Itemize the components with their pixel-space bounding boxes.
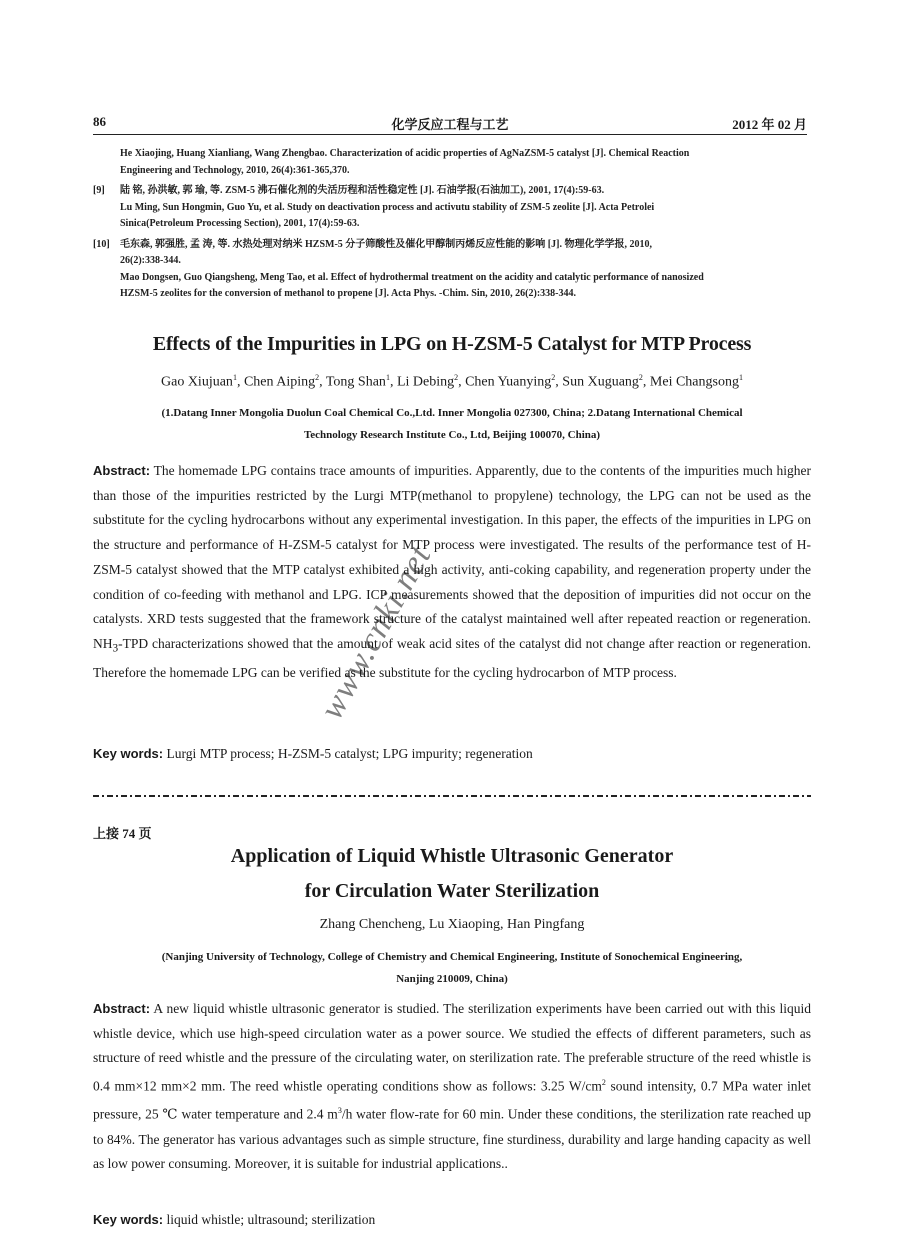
article2-abstract bbox=[93, 997, 811, 1177]
keywords-text: Lurgi MTP process; H-ZSM-5 catalyst; LPG impurity; regeneration bbox=[163, 746, 533, 761]
affiliation-line: (1.Datang Inner Mongolia Duolun Coal Chemical Co.,Ltd. Inner Mongolia 027300, China; 2.Datang International Chemical bbox=[161, 407, 743, 419]
author-affiliation-mark: 2 bbox=[551, 373, 556, 382]
abstract-text: A new liquid whistle ultrasonic generator is studied. The sterilization experiments have been carried out with this liquid whistle device, which use high-speed circulation water as a power source. We studied the effects of different parameters, such as structure of reed whistle and the pressure of the circulating water, on sterilization rate. The preferable structure of the reed whistle is 0.4 mm×12 mm×2 mm. The reed whistle operating conditions show as follows: 3.25 W/cm bbox=[93, 1001, 811, 1094]
reference-line: 26(2):338-344. bbox=[120, 255, 181, 266]
issue-date: 2012 年 02 月 bbox=[732, 117, 807, 132]
article2-authors: Zhang Chencheng, Lu Xiaoping, Han Pingfang bbox=[319, 917, 585, 932]
running-header bbox=[93, 114, 807, 136]
abstract-label: Abstract: bbox=[93, 1001, 151, 1016]
author-affiliation-mark: 1 bbox=[232, 373, 237, 382]
reference-line: He Xiaojing, Huang Xianliang, Wang Zhengbao. Characterization of acidic properties of AgNaZSM-5 catalyst [J]. Chemical Reaction bbox=[120, 148, 690, 159]
article2-title-line1: Application of Liquid Whistle Ultrasonic Generator bbox=[230, 845, 674, 867]
article1-authors bbox=[93, 373, 811, 391]
author-name: Chen Aiping bbox=[243, 374, 316, 390]
author-name: Sun Xuguang bbox=[562, 374, 639, 390]
article1-keywords bbox=[93, 746, 811, 762]
reference-item bbox=[93, 146, 811, 179]
subscript: 3 bbox=[112, 642, 119, 655]
watermark: www.cnki.net bbox=[313, 538, 439, 726]
author-affiliation-mark: 2 bbox=[315, 373, 320, 382]
reference-line: HZSM-5 zeolites for the conversion of methanol to propene [J]. Acta Phys. -Chim. Sin, 2010, 26(2):338-344. bbox=[120, 288, 576, 299]
superscript: 3 bbox=[337, 1106, 342, 1116]
author-affiliation-mark: 2 bbox=[454, 373, 459, 382]
reference-line: Sinica(Petroleum Processing Section), 2001, 17(4):59-63. bbox=[120, 218, 360, 229]
author-affiliation-mark: 1 bbox=[738, 373, 743, 382]
reference-list bbox=[93, 146, 811, 307]
author-separator: , bbox=[642, 374, 650, 390]
abstract-text: The homemade LPG contains trace amounts of impurities. Apparently, due to the contents of the impurities much higher than those of the impurities restricted by the Lurgi MTP(methanol to propylene) technology, the LPG can not be used as the substitute for the cycling hydrocarbons without any experimental investigation. In this paper, the effects of the impurities in LPG on the structure and performance of H-ZSM-5 catalyst for MTP process were investigated. The results of the performance test of H-ZSM-5 catalyst showed that the MTP catalyst exhibited a high activity, anti-coking capability, and regeneration property under the condition of co-feeding with methanol and LPG. ICP measurements showed that the deposition of impurities did not occur on the catalysts. XRD tests suggested that the framework structure of the catalyst maintained well after repeated reaction or regeneration. NH bbox=[93, 463, 811, 651]
author-affiliation-mark: 1 bbox=[385, 373, 390, 382]
reference-number: [9] bbox=[93, 185, 105, 196]
author-affiliation-mark: 2 bbox=[638, 373, 643, 382]
abstract-text: /h water flow-rate for 60 min. Under these conditions, the sterilization rate reached up to 84%. The generator has various advantages such as simple structure, fine sturdiness, durability and large handing capacity as well as low power consuming. Moreover, it is suitable for industrial applications.. bbox=[93, 1106, 811, 1172]
author-separator: , bbox=[389, 374, 397, 390]
reference-line: 毛东森, 郭强胜, 孟 涛, 等. 水热处理对纳米 HZSM-5 分子筛酸性及催化甲醇制丙烯反应性能的影响 [J]. 物理化学学报, 2010, bbox=[120, 238, 652, 250]
author-name: Mei Changsong bbox=[649, 374, 739, 390]
keywords-label: Key words: bbox=[93, 1212, 164, 1227]
author-separator: , bbox=[555, 374, 563, 390]
header-rule bbox=[93, 134, 807, 135]
affiliation-line: Nanjing 210009, China) bbox=[396, 973, 508, 985]
reference-line: Lu Ming, Sun Hongmin, Guo Yu, et al. Study on deactivation process and activutu stability of ZSM-5 zeolite [J]. Acta Petrolei bbox=[120, 201, 655, 213]
reference-line: 陆 铭, 孙洪敏, 郭 瑜, 等. ZSM-5 沸石催化剂的失活历程和活性稳定性 [J]. 石油学报(石油加工), 2001, 17(4):59-63. bbox=[120, 185, 605, 196]
author-separator: , bbox=[458, 374, 466, 390]
keywords-label: Key words: bbox=[93, 746, 164, 761]
article1-abstract bbox=[93, 459, 811, 686]
reference-item bbox=[93, 237, 811, 303]
author-separator: , bbox=[236, 374, 244, 390]
article2-keywords bbox=[93, 1212, 811, 1228]
reference-line: Mao Dongsen, Guo Qiangsheng, Meng Tao, et al. Effect of hydrothermal treatment on the acidity and catalytic performance of nanosized bbox=[120, 271, 704, 283]
affiliation-line: (Nanjing University of Technology, College of Chemistry and Chemical Engineering, Institute of Sonochemical Engineering, bbox=[161, 951, 743, 963]
reference-number: [10] bbox=[93, 238, 110, 250]
author-name: Li Debing bbox=[396, 374, 455, 390]
keywords-text: liquid whistle; ultrasound; sterilization bbox=[163, 1212, 376, 1227]
article1-title: Effects of the Impurities in LPG on H-ZSM-5 Catalyst for MTP Process bbox=[152, 333, 752, 355]
journal-name: 化学反应工程与工艺 bbox=[391, 117, 509, 132]
article2-title-line2: for Circulation Water Sterilization bbox=[304, 880, 600, 902]
abstract-label: Abstract: bbox=[93, 463, 151, 478]
abstract-text: -TPD characterizations showed that the amount of weak acid sites of the catalyst did not change after reaction or regeneration. Therefore the homemade LPG can be verified as the substitute for the cycling hydrocarbon of MTP process. bbox=[93, 635, 811, 681]
article1-affiliation bbox=[110, 402, 794, 446]
author-name: Tong Shan bbox=[325, 374, 386, 390]
article2-affiliation bbox=[110, 946, 794, 990]
continued-from-label: 上接 74 页 bbox=[93, 826, 152, 841]
reference-item bbox=[93, 183, 811, 233]
author-name: Gao Xiujuan bbox=[161, 374, 233, 390]
author-separator: , bbox=[319, 374, 326, 390]
section-divider bbox=[93, 793, 811, 799]
reference-line: Engineering and Technology, 2010, 26(4):361-365,370. bbox=[120, 164, 350, 176]
affiliation-line: Technology Research Institute Co., Ltd, Beijing 100070, China) bbox=[303, 429, 601, 441]
page-number: 86 bbox=[93, 114, 106, 129]
author-name: Chen Yuanying bbox=[465, 374, 552, 390]
superscript: 2 bbox=[601, 1078, 606, 1088]
abstract-text: sound intensity, 0.7 MPa water inlet pressure, 25 ℃ water temperature and 2.4 m bbox=[93, 1078, 811, 1122]
